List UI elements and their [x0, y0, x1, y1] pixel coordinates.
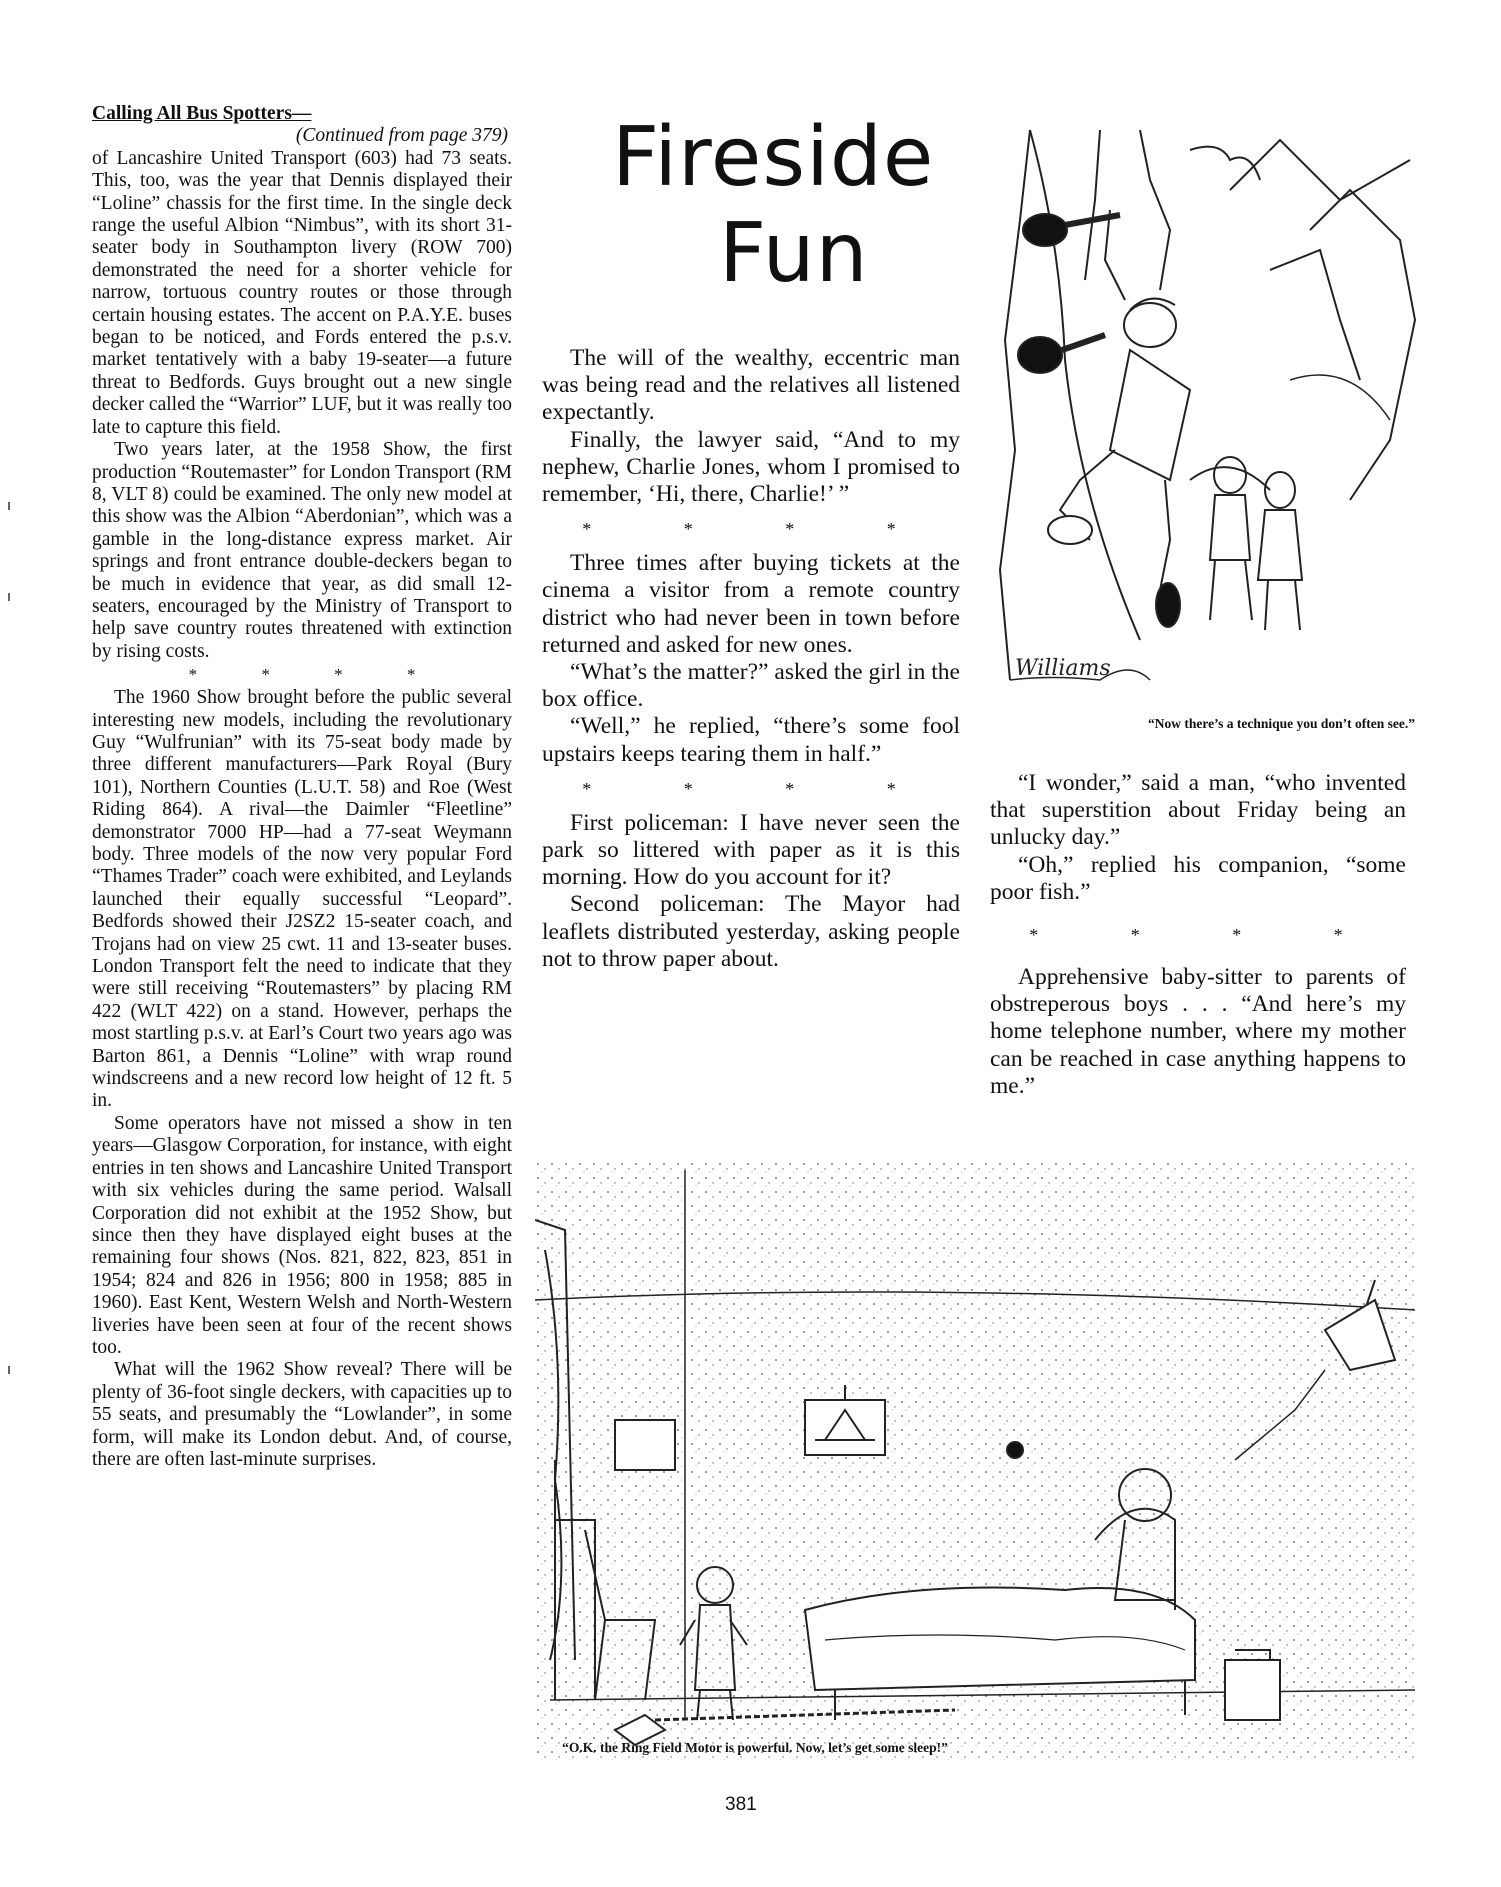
continued-note: (Continued from page 379) — [295, 125, 508, 147]
article-kicker: Calling All Bus Spotters— — [92, 103, 312, 124]
margin-mark — [8, 593, 10, 601]
cartoon-caption: “O.K. the Ring Field Motor is powerful. Now, let’s get some sleep!” — [562, 1740, 948, 1755]
joke-paragraph: Second policeman: The Mayor had leaflets distributed yesterday, asking people not to throw paper about. — [542, 891, 960, 972]
cartoon-caption: “Now there’s a technique you don’t often see.” — [1148, 716, 1415, 731]
joke-paragraph: “Oh,” replied his companion, “some poor fish.” — [990, 851, 1406, 905]
joke-paragraph: Finally, the lawyer said, “And to my nephew, Charlie Jones, whom I promised to remember, ‘Hi, there, Charlie!’ ” — [542, 426, 960, 508]
section-separator: * * * * — [582, 519, 940, 540]
feature-title — [612, 110, 934, 302]
article-paragraph: The 1960 Show brought before the public several interesting new models, including the revolutionary Guy “Wulfrunian” with its 75-seat body made by three different manufacturers—Park Royal (Bury 101), Northern Counties (L.U.T. 58) and Roe (West Riding 864). A rival—the Daimler “Fleetline” demonstrator 7000 HP—had a 77-seat Weymann body. Three models of the now very popular Ford “Thames Trader” coach were exhibited, and Leylands launched their equally successful “Leopard”. Bedfords showed their J2SZ2 15-seater coach, and Trojans had on view 25 cwt. 11 and 13-seater buses. London Transport felt the need to indicate that they were still receiving “Routemasters” by placing RM 422 (WLT 422) on a stand. However, perhaps the most startling p.s.v. at Earl’s Court two years ago was Barton 861, a Dennis “Loline” with wrap round windscreens and a new record low height of 12 ft. 5 in. — [92, 687, 512, 1112]
margin-mark — [8, 1366, 10, 1374]
cartoon-climber-illustration — [990, 120, 1420, 710]
jokes-column-right — [990, 770, 1406, 1100]
joke-paragraph: Apprehensive baby-sitter to parents of obstreperous boys . . . “And here’s my home telephone number, where my mother can be reached in case anything happens to me.” — [990, 964, 1406, 1099]
feature-title-line: Fun — [719, 206, 869, 301]
cartoon-bedroom-illustration — [535, 1160, 1415, 1760]
article-paragraph: Some operators have not missed a show in ten years—Glasgow Corporation, for instance, with eight entries in ten shows and Lancashire United Transport with six vehicles during the same period. Walsall Corporation did not exhibit at the 1952 Show, but since then they have displayed eight buses at the remaining four shows (Nos. 821, 822, 823, 851 in 1954; 824 and 826 in 1956; 800 in 1958; 885 in 1960). East Kent, Western Welsh and North-Western liveries have been seen at four of the recent shows too. — [92, 1112, 512, 1358]
article-paragraph: What will the 1962 Show reveal? There will be plenty of 36-foot single deckers, with capacities up to 55 seats, and presumably the “Lowlander”, in some form, will make its London debut. And, of course, there are often last-minute surprises. — [92, 1359, 512, 1470]
jokes-column-middle — [542, 345, 960, 973]
joke-paragraph: “Well,” he replied, “there’s some fool upstairs keeps tearing them in half.” — [542, 713, 960, 767]
section-separator: * * * * — [582, 778, 940, 799]
article-column-left — [92, 103, 512, 1471]
section-separator: * * * * — [188, 665, 446, 685]
margin-mark — [8, 502, 10, 510]
article-paragraph: of Lancashire United Transport (603) had 73 seats. This, too, was the year that Dennis displayed their “Loline” chassis for the first time. In the single deck range the useful Albion “Nimbus”, with its short 31-seater body in Southampton livery (ROW 700) demonstrated the need for a shorter vehicle for narrow, tortuous country routes or those through certain housing estates. The accent on P.A.Y.E. buses began to be noticed, and Fords entered the p.s.v. market tentatively with a baby 19-seater—a future threat to Bedfords. Guys brought out a new single decker called the “Warrior” LUF, but it was really too late to capture this field. — [92, 147, 512, 438]
joke-paragraph: The will of the wealthy, eccentric man was being read and the relatives all listened expectantly. — [542, 345, 960, 426]
joke-paragraph: Three times after buying tickets at the cinema a visitor from a remote country district who had never been in town before returned and asked for new ones. — [542, 550, 960, 658]
feature-title-line: Fireside — [612, 110, 935, 205]
page-number: 381 — [725, 1794, 757, 1815]
section-separator: * * * * — [1029, 925, 1387, 946]
joke-paragraph: “I wonder,” said a man, “who invented that superstition about Friday being an unlucky day.” — [990, 770, 1406, 851]
joke-paragraph: First policeman: I have never seen the park so littered with paper as it is this morning. How do you account for it? — [542, 809, 960, 891]
article-paragraph: Two years later, at the 1958 Show, the first production “Routemaster” for London Transport (RM 8, VLT 8) could be examined. The only new model at this show was the Albion “Aberdonian”, which was a gamble in the long-distance express market. Air springs and front entrance double-deckers began to be much in evidence that year, as did small 12-seaters, encouraged by the Ministry of Transport to help save country routes threatened with extinction by rising costs. — [92, 439, 512, 662]
joke-paragraph: “What’s the matter?” asked the girl in the box office. — [542, 659, 960, 713]
cartoon-signature: Williams — [1015, 656, 1111, 681]
